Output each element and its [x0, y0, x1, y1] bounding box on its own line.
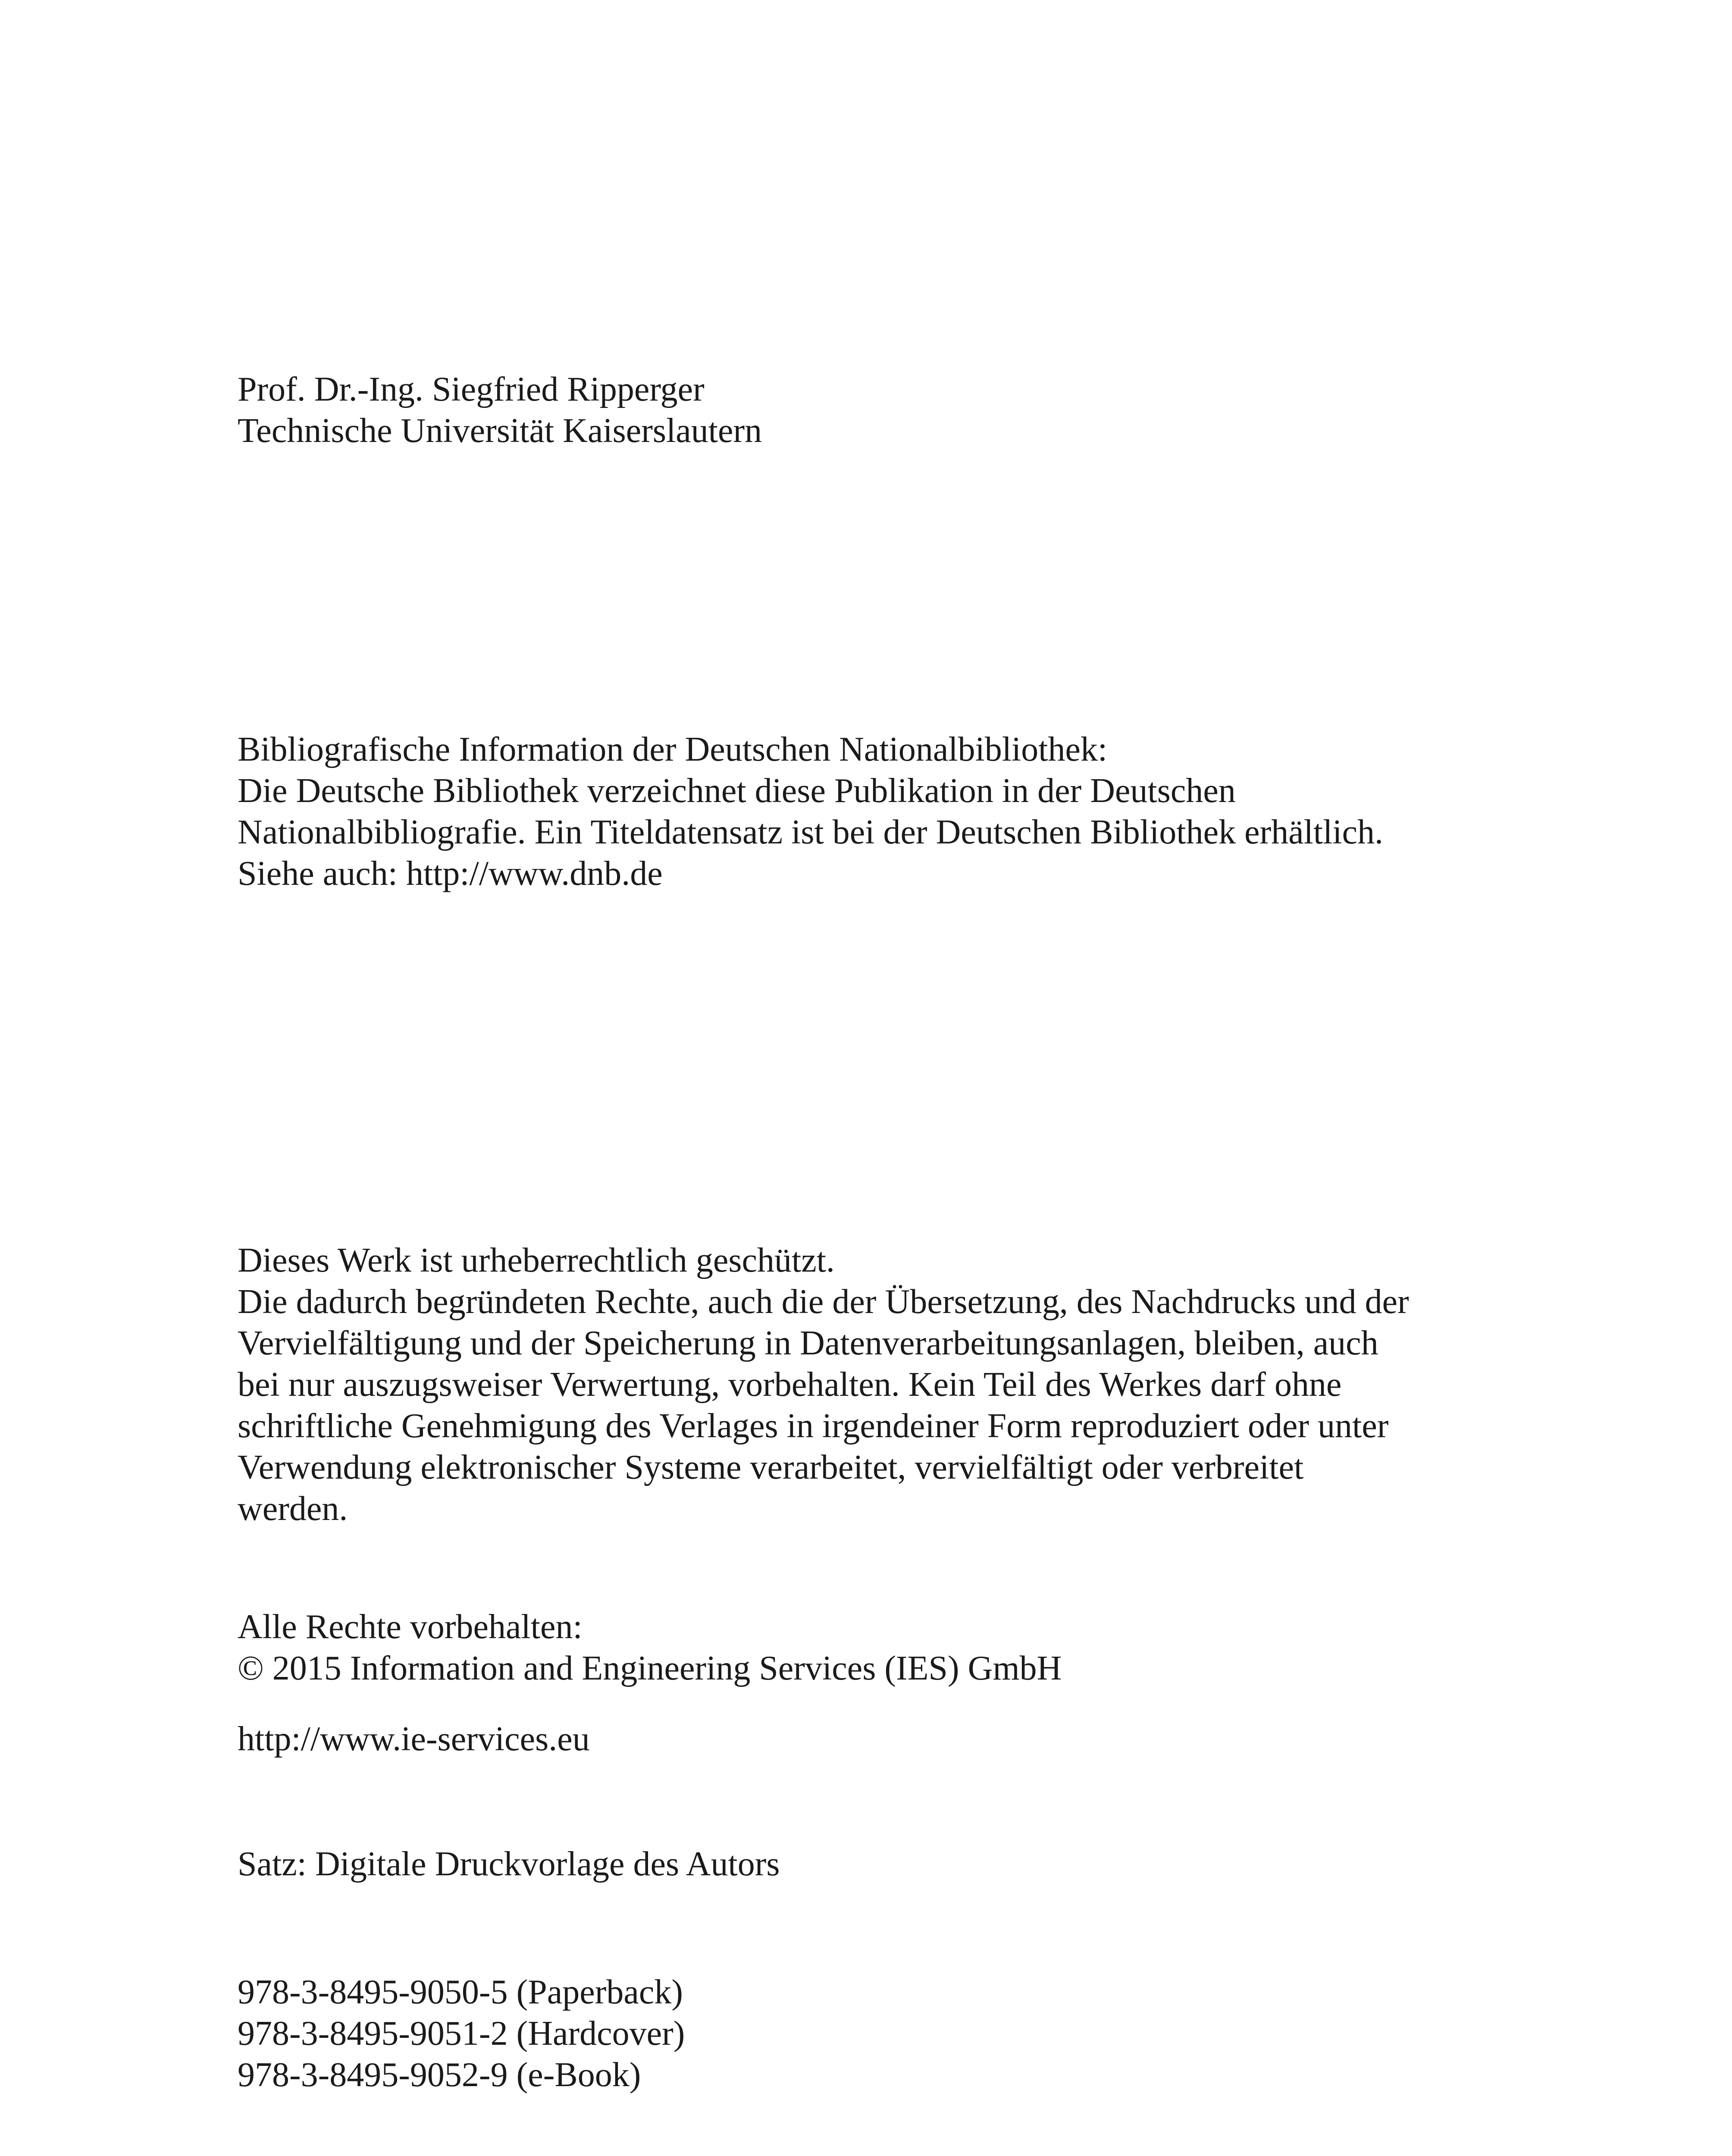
- publisher-url-block: [238, 1718, 1531, 1760]
- author-name: Prof. Dr.-Ing. Siegfried Ripperger: [238, 370, 705, 408]
- copyright-line: schriftliche Genehmigung des Verlages in irgendeiner Form reproduziert oder unter: [238, 1407, 1389, 1445]
- author-affiliation: Technische Universität Kaiserslautern: [238, 412, 762, 450]
- copyright-line: werden.: [238, 1490, 348, 1528]
- isbn-ebook: 978-3-8495-9052-9 (e-Book): [238, 2056, 641, 2094]
- biblio-line: Bibliografische Information der Deutschen Nationalbibliothek:: [238, 730, 1108, 768]
- isbn-paperback: 978-3-8495-9050-5 (Paperback): [238, 1973, 683, 2011]
- biblio-line: Siehe auch: http://www.dnb.de: [238, 855, 663, 893]
- isbn-block: [238, 1971, 1531, 2096]
- biblio-line: Nationalbibliografie. Ein Titeldatensatz ist bei der Deutschen Bibliothek erhältlich.: [238, 813, 1384, 851]
- copyright-line: bei nur auszugsweiser Verwertung, vorbehalten. Kein Teil des Werkes darf ohne: [238, 1366, 1342, 1404]
- copyright-line: Vervielfältigung und der Speicherung in Datenverarbeitungsanlagen, bleiben, auch: [238, 1324, 1378, 1362]
- biblio-line: Die Deutsche Bibliothek verzeichnet diese Publikation in der Deutschen: [238, 772, 1236, 810]
- rights-block: [238, 1606, 1531, 1689]
- bibliographic-info: [238, 729, 1531, 894]
- copyright-line: Die dadurch begründeten Rechte, auch die der Übersetzung, des Nachdrucks und der: [238, 1283, 1409, 1321]
- author-block: [238, 369, 1531, 451]
- rights-holder: © 2015 Information and Engineering Services (IES) GmbH: [238, 1649, 1062, 1687]
- copyright-line: Dieses Werk ist urheberrechtlich geschützt.: [238, 1241, 835, 1279]
- publisher-url: http://www.ie-services.eu: [238, 1720, 590, 1758]
- typesetting-note: Satz: Digitale Druckvorlage des Autors: [238, 1845, 780, 1883]
- typesetting-block: [238, 1843, 1531, 1885]
- copyright-notice: [238, 1240, 1531, 1529]
- isbn-hardcover: 978-3-8495-9051-2 (Hardcover): [238, 2015, 685, 2053]
- rights-label: Alle Rechte vorbehalten:: [238, 1608, 583, 1646]
- copyright-line: Verwendung elektronischer Systeme verarbeitet, vervielfältigt oder verbreitet: [238, 1448, 1304, 1486]
